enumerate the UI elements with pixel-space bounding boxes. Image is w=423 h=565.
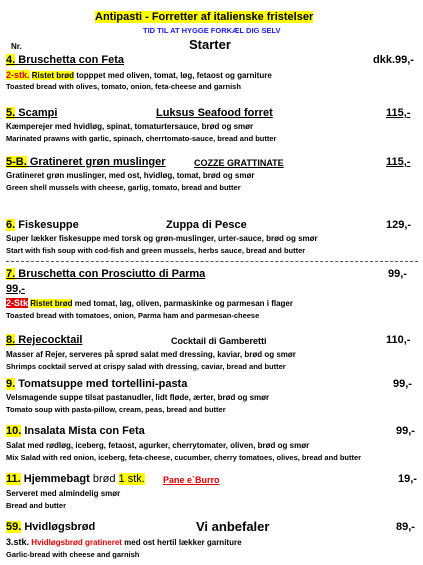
- item-price: 99,-: [388, 268, 407, 280]
- item-number: 5-B.: [6, 156, 27, 168]
- item-price: 110,-: [386, 334, 411, 346]
- item-desc-da: Velsmagende suppe tilsat pastanudler, lidt fløde, ærter, brød og smør: [6, 393, 270, 402]
- item-name: Scampi: [18, 107, 58, 119]
- item-badge: 2-stk.: [6, 70, 30, 80]
- item-number: 11.: [6, 473, 21, 485]
- item-alt-name: COZZE GRATTINATE: [194, 158, 284, 168]
- item-desc-da: Super lækker fiskesuppe med torsk og grøn-muslinger, urter-sauce, brød og smør: [6, 234, 318, 243]
- item-price: 115,-: [386, 156, 411, 168]
- item-number: 6.: [6, 219, 16, 231]
- item-badge: 3.stk.: [6, 537, 30, 547]
- item-number: 9.: [6, 378, 16, 390]
- item-desc-da: [6, 298, 293, 308]
- item-desc-da: Masser af Rejer, serveres på sprød salat med dressing, kaviar, brød og smør: [6, 350, 296, 359]
- item-title: [6, 334, 82, 346]
- item-desc-da: [6, 537, 242, 547]
- item-badge: 1 stk.: [118, 473, 145, 485]
- item-title: [6, 378, 187, 390]
- starter-heading: Starter: [189, 37, 231, 52]
- menu-subtitle: TID TIL AT HYGGE FORKÆL DIG SELV: [143, 26, 281, 35]
- item-desc-rest: med ost hertil lækker garniture: [121, 538, 242, 547]
- item-price: dkk.99,-: [373, 54, 414, 66]
- item-price-secondary: 99,-: [6, 283, 25, 295]
- item-desc-da: Serveret med almindelig smør: [6, 489, 121, 498]
- item-number: 8.: [6, 334, 16, 346]
- item-desc-en: Toasted bread with tomatoes, onion, Parma ham and parmesan-cheese: [6, 311, 260, 320]
- item-name: Insalata Mista con Feta: [24, 425, 145, 437]
- item-price: 115,-: [386, 107, 411, 119]
- item-title: [6, 54, 124, 66]
- item-name: Hjemmebagt: [23, 473, 90, 485]
- item-desc-en: Toasted bread with olives, tomato, onion, feta-cheese and garnish: [6, 82, 241, 91]
- item-badge-word: Hvidløgsbrød gratineret: [31, 538, 122, 547]
- item-desc-da: Gratineret grøn muslinger, med ost, hvidløg, tomat, brød og smør: [6, 171, 255, 180]
- section-divider: [6, 261, 418, 262]
- item-desc-en: Start with fish soup with cod-fish and green mussels, herbs sauce, bread and butter: [6, 246, 306, 255]
- item-title: [6, 425, 145, 437]
- item-desc-rest: topppet med oliven, tomat, løg, fetaost og garniture: [73, 71, 272, 80]
- item-name: Rejecocktail: [18, 334, 83, 346]
- item-desc-en: Bread and butter: [6, 501, 67, 510]
- item-price: 129,-: [386, 219, 412, 231]
- item-name: Gratineret grøn muslinger: [29, 156, 166, 168]
- item-number: 59.: [6, 521, 22, 533]
- item-desc-en: Green shell mussels with cheese, garlig, tomato, bread and butter: [6, 183, 241, 192]
- item-number: 5.: [6, 107, 16, 119]
- item-title: [6, 156, 166, 168]
- item-name: Bruschetta con Feta: [18, 54, 124, 66]
- item-alt-name: Luksus Seafood forret: [156, 107, 273, 119]
- item-desc-da: Salat med rødløg, iceberg, fetaost, agurker, cherrytomater, oliven, brød og smør: [6, 441, 310, 450]
- item-name: Bruschetta con Prosciutto di Parma: [18, 268, 206, 280]
- item-desc-en: Tomato soup with pasta-pillow, cream, peas, bread and butter: [6, 405, 226, 414]
- item-price: 99,-: [393, 378, 412, 390]
- item-desc-en: Marinated prawns with garlic, spinach, cherrtomato-sauce, bread and butter: [6, 134, 277, 143]
- item-price: 99,-: [396, 425, 415, 437]
- item-number: 4.: [6, 54, 16, 66]
- item-desc-en: Mix Salad with red onion, iceberg, feta-cheese, cucumber, cherry tomatoes, olives, bread and butter: [6, 453, 362, 462]
- item-desc-en: Garlic-bread with cheese and garnish: [6, 550, 140, 559]
- item-title: [6, 521, 95, 533]
- item-alt-name: Zuppa di Pesce: [166, 219, 247, 231]
- item-title: [6, 268, 205, 280]
- item-alt-name: Cocktail di Gamberetti: [171, 336, 267, 346]
- item-desc-da: Kæmperejer med hvidløg, spinat, tomaturtersauce, brød og smør: [6, 122, 254, 131]
- item-price: 89,-: [396, 521, 415, 533]
- item-name: Tomatsuppe med tortellini-pasta: [18, 378, 188, 390]
- item-desc-en: Shrimps cocktail served at crispy salad with dressing, caviar, bread and butter: [6, 362, 286, 371]
- item-title: [6, 107, 57, 119]
- item-number: 7.: [6, 268, 16, 280]
- item-badge: 2-Stk: [6, 298, 29, 308]
- item-desc-rest: med tomat, løg, oliven, parmaskinke og parmesan i flager: [72, 299, 293, 308]
- item-desc-da: [6, 70, 272, 80]
- item-number: 10.: [6, 425, 22, 437]
- item-title: [6, 473, 145, 485]
- item-badge-word: Ristet brød: [30, 299, 73, 308]
- item-name: Fiskesuppe: [18, 219, 79, 231]
- item-badge-word: Ristet brød: [31, 71, 74, 80]
- item-name: Hvidløgsbrød: [24, 521, 96, 533]
- menu-title: Antipasti - Forretter af italienske fristelser: [95, 11, 314, 23]
- item-alt-name: Pane e`Burro: [163, 475, 220, 485]
- item-alt-name: Vi anbefaler: [196, 519, 270, 534]
- item-price: 19,-: [398, 473, 417, 485]
- item-title: [6, 219, 79, 231]
- nr-label: Nr.: [11, 42, 22, 51]
- item-name-rest: brød: [89, 473, 119, 485]
